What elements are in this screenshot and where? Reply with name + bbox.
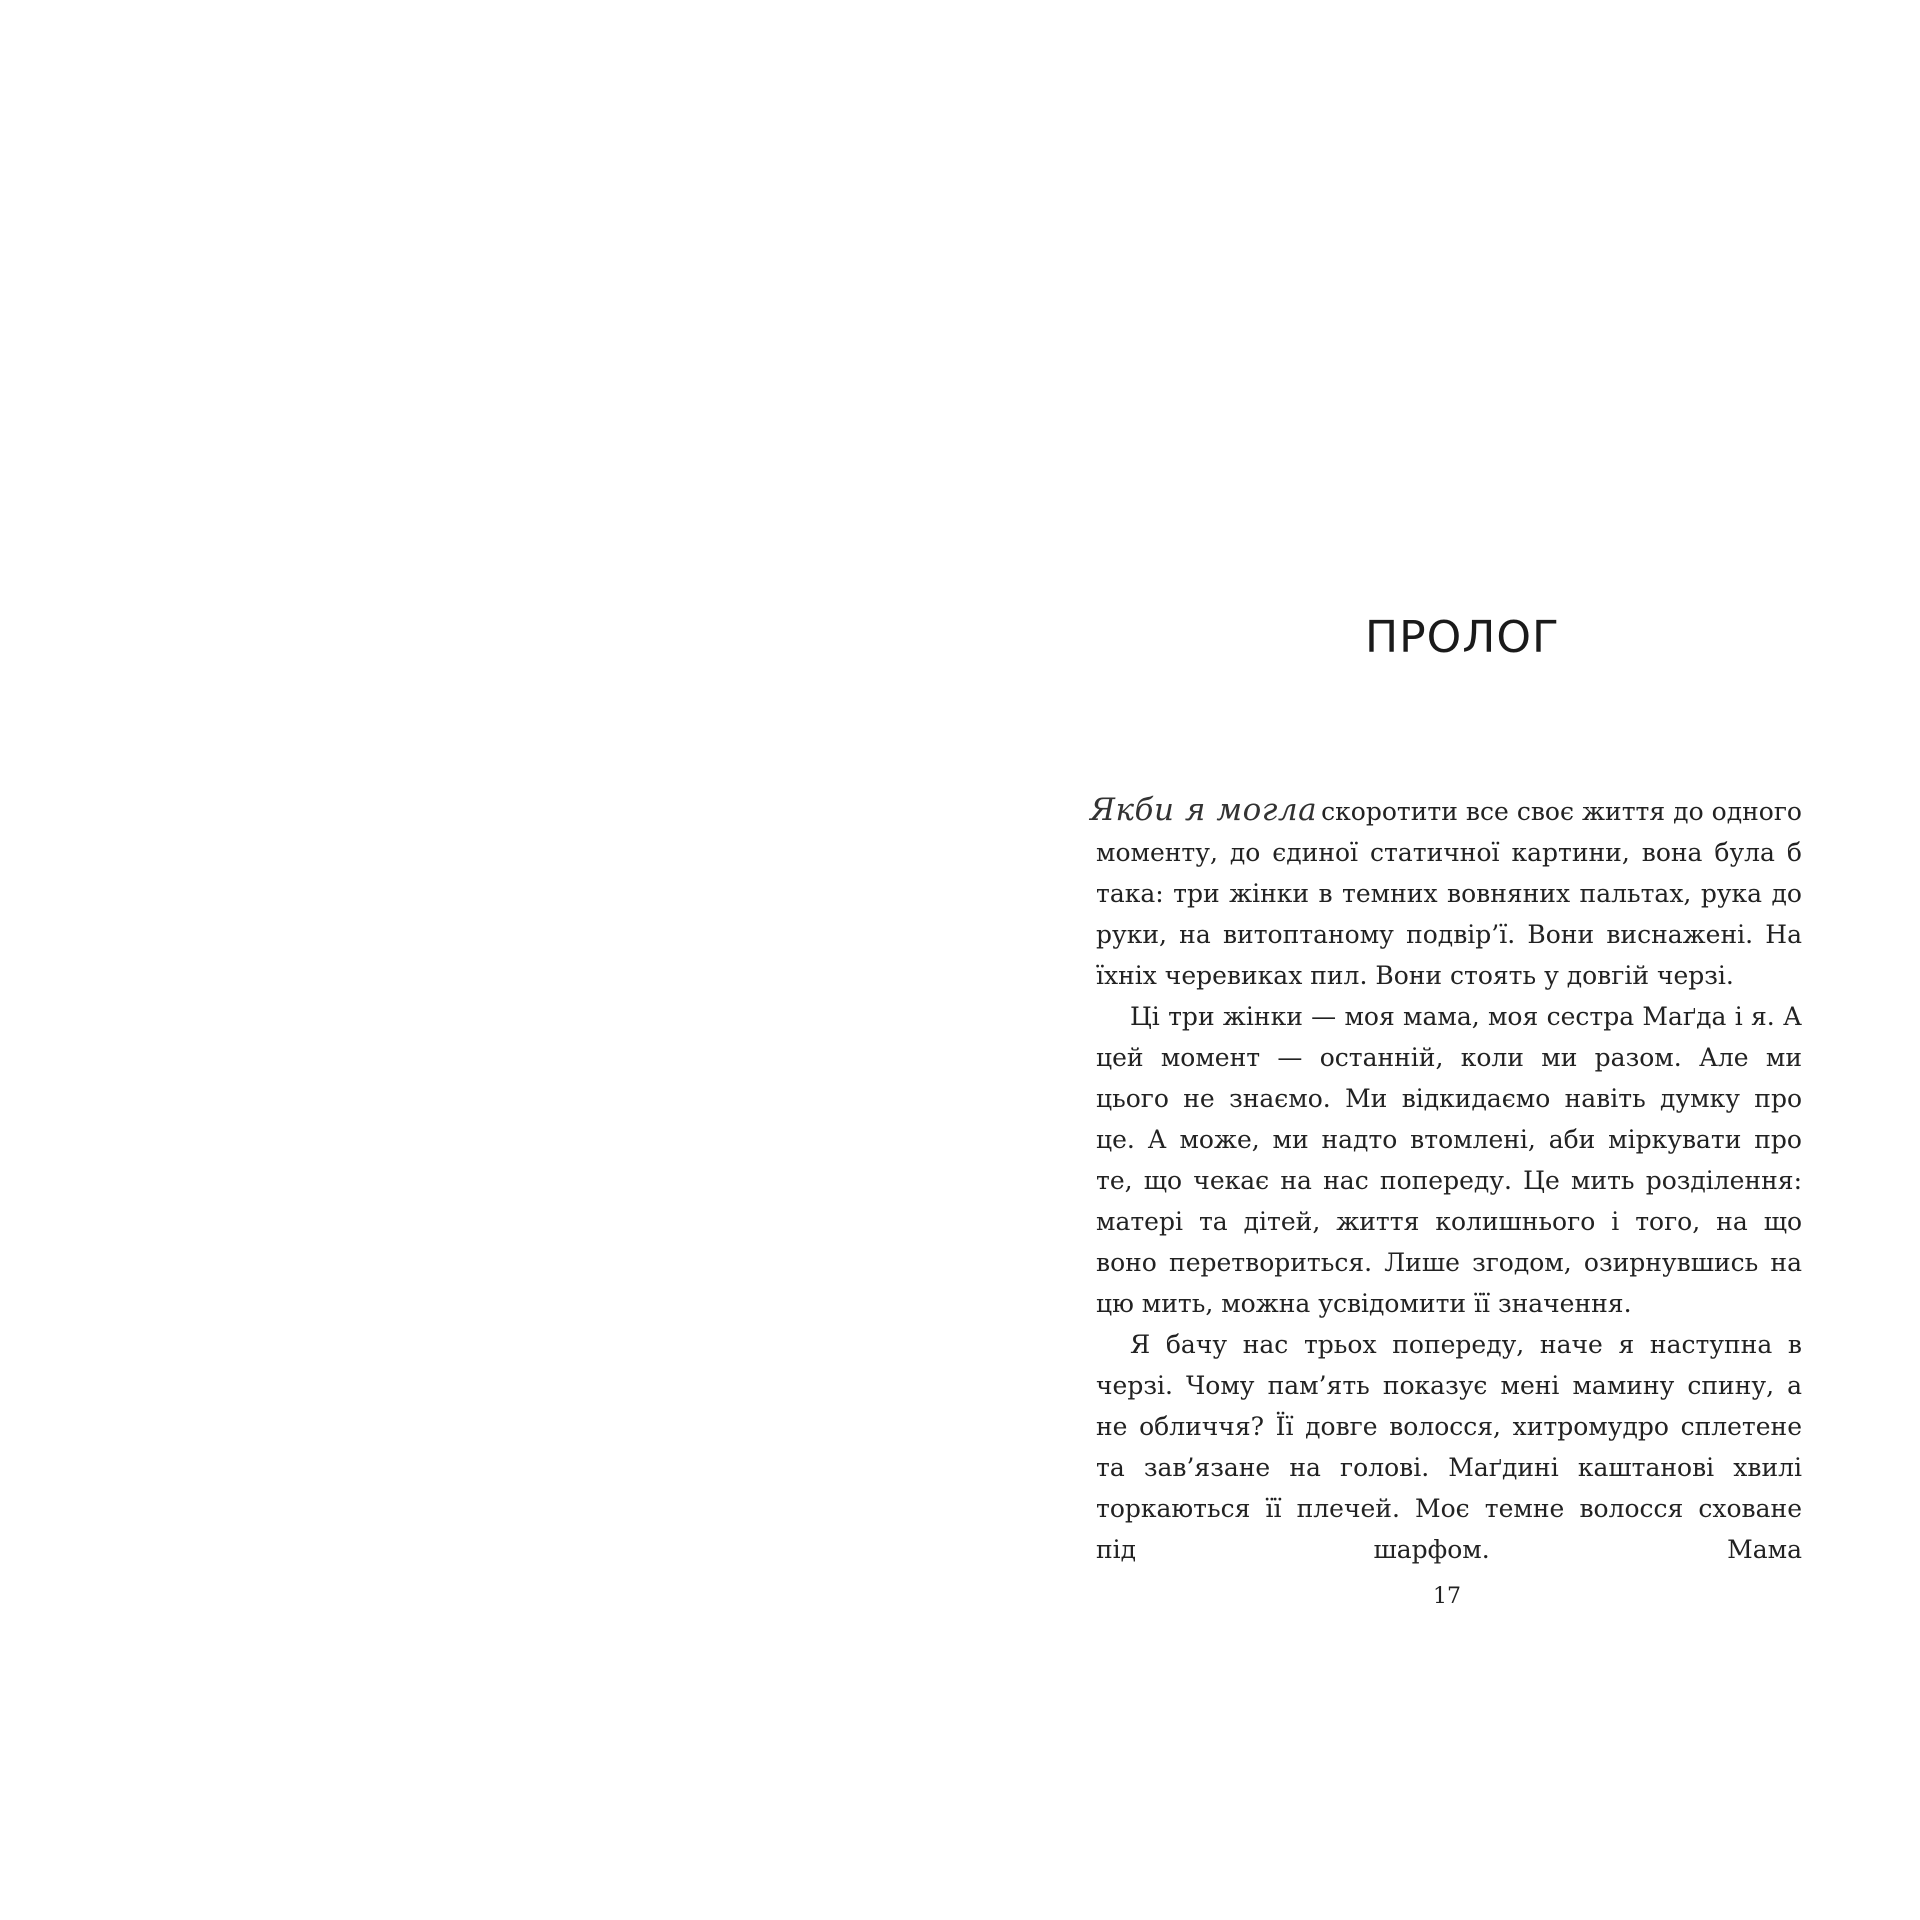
page-number: 17	[1433, 1584, 1461, 1609]
chapter-title: ПРОЛОГ	[1365, 612, 1560, 663]
paragraph-2: Ці три жінки — моя мама, моя сестра Маґда і я. А цей момент — останній, коли ми разом. Але ми цього не знаємо. Ми відкидаємо навіть думку про це. А може, ми надто втомлені, аби міркувати про те, що чекає на нас попереду. Це мить розділення: матері та дітей, життя колишнього і того, на що воно перетвориться. Лише згодом, озирнувшись на цю мить, можна усвідомити її значення.	[1096, 1002, 1802, 1318]
paragraph-1	[1090, 790, 1802, 996]
chapter-body	[1090, 790, 1802, 1570]
lead-in-phrase: Якби я могла	[1090, 792, 1318, 828]
paragraph-3: Я бачу нас трьох попереду, наче я наступна в черзі. Чому пам’ять показує мені мамину спину, а не обличчя? Її довге волосся, хитромудро сплетене та зав’язане на голові. Маґдині каштанові хвилі торкаються її плечей. Моє темне волосся сховане під шарфом. Мама	[1096, 1330, 1802, 1564]
paragraph-1-text: скоротити все своє життя до одного моменту, до єдиної статичної картини, вона була б така: три жінки в темних вовняних пальтах, рука до руки, на витоптаному подвір’ї. Вони виснажені. На їхніх черевиках пил. Вони стоять у довгій черзі.	[1096, 797, 1802, 990]
